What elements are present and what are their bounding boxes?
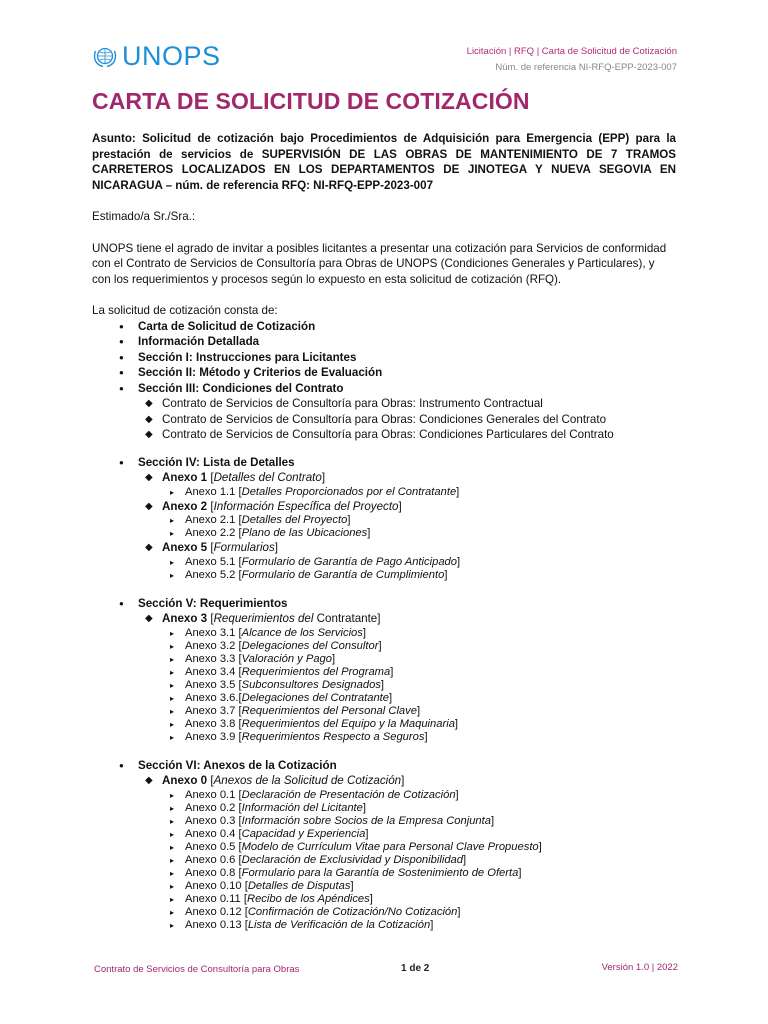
section-item: ● Sección II: Método y Criterios de Evaluación — [92, 365, 676, 381]
annex-item: ▸ Anexo 3.5 [Subconsultores Designados] — [162, 679, 676, 692]
list-intro: La solicitud de cotización consta de: — [92, 304, 278, 317]
annex-group: ◆ Anexo 1 [Detalles del Contrato] ▸ Anexo 1.1 [Detalles Proporcionados por el Contratante] — [138, 470, 676, 499]
section-sublist — [138, 470, 676, 582]
section-item: ● Carta de Solicitud de Cotización — [92, 319, 676, 335]
annex-item: ▸ Anexo 0.12 [Confirmación de Cotización/No Cotización] — [162, 906, 676, 919]
footer-page-number: 1 de 2 — [401, 963, 430, 974]
un-emblem-icon — [92, 43, 118, 69]
section-item: ● Sección III: Condiciones del Contrato ◆ Contrato de Servicios de Consultoría para Obras: Instrumento Contractual ◆ Contrato de Servicios de Consultoría para Obras: Condiciones Generales del Contrato ◆ Contrato de Servicios de Consultoría para Obras: Condiciones Particulares del Contrato — [92, 381, 676, 443]
header-reference: Núm. de referencia NI-RFQ-EPP-2023-007 — [495, 62, 677, 73]
greeting: Estimado/a Sr./Sra.: — [92, 210, 196, 223]
annex-item: ▸ Anexo 0.3 [Información sobre Socios de la Empresa Conjunta] — [162, 815, 676, 828]
annex-item: ▸ Anexo 5.2 [Formulario de Garantía de Cumplimiento] — [162, 569, 676, 582]
annex-group: ◆ Anexo 3 [Requerimientos del Contratante] ▸ Anexo 3.1 [Alcance de los Servicios] ▸ Anexo 3.2 [Delegaciones del Consultor] ▸ Anexo 3.3 [Valoración y Pago] ▸ Anexo 3.4 [Requerimientos del Programa] ▸ Anexo 3.5 [Subconsultores Designados] ▸ Anexo 3.6.[Delegaciones del Contratante] ▸ Anexo 3.7 [Requerimientos del Personal Clave] ▸ Anexo 3.8 [Requerimientos del Equipo y la Maquinaria] ▸ Anexo 3.9 [Requerimientos Respecto a Seguros] — [138, 611, 676, 744]
section-sublist — [138, 396, 676, 443]
annex-item: ▸ Anexo 0.2 [Información del Licitante] — [162, 802, 676, 815]
section-sublist — [138, 773, 676, 932]
annex-item: ▸ Anexo 0.5 [Modelo de Currículum Vitae para Personal Clave Propuesto] — [162, 841, 676, 854]
annex-item: ▸ Anexo 3.6.[Delegaciones del Contratante] — [162, 692, 676, 705]
annex-item: ▸ Anexo 3.8 [Requerimientos del Equipo y la Maquinaria] — [162, 718, 676, 731]
body-paragraph: UNOPS tiene el agrado de invitar a posibles licitantes a presentar una cotización para Servicios de conformidad con el Contrato de Servicios de Consultoría para Obras de UNOPS (Condiciones Generales y Particulares), y con los requerimientos y procesos según lo expuesto en esta solicitud de cotización (RFQ). — [92, 241, 667, 286]
rfq-contents-list — [92, 319, 676, 932]
annex-item: ▸ Anexo 5.1 [Formulario de Garantía de Pago Anticipado] — [162, 556, 676, 569]
annex-item: ▸ Anexo 0.4 [Capacidad y Experiencia] — [162, 828, 676, 841]
letter-body — [92, 131, 676, 932]
annex-item: ▸ Anexo 3.2 [Delegaciones del Consultor] — [162, 640, 676, 653]
annex-group: ◆ Anexo 0 [Anexos de la Solicitud de Cotización] ▸ Anexo 0.1 [Declaración de Presentación de Cotización] ▸ Anexo 0.2 [Información del Licitante] ▸ Anexo 0.3 [Información sobre Socios de la Empresa Conjunta] ▸ Anexo 0.4 [Capacidad y Experiencia] ▸ Anexo 0.5 [Modelo de Currículum Vitae para Personal Clave Propuesto] ▸ Anexo 0.6 [Declaración de Exclusividad y Disponibilidad] ▸ Anexo 0.8 [Formulario para la Garantía de Sostenimiento de Oferta] ▸ Anexo 0.10 [Detalles de Disputas] ▸ Anexo 0.11 [Recibo de los Apéndices] ▸ Anexo 0.12 [Confirmación de Cotización/No Cotización] ▸ Anexo 0.13 [Lista de Verificación de la Cotización] — [138, 773, 676, 932]
footer-contract-name: Contrato de Servicios de Consultoría para Obras — [94, 964, 300, 975]
section-item: ● Sección V: Requerimientos ◆ Anexo 3 [Requerimientos del Contratante] ▸ Anexo 3.1 [Alcance de los Servicios] ▸ Anexo 3.2 [Delegaciones del Consultor] ▸ Anexo 3.3 [Valoración y Pago] ▸ Anexo 3.4 [Requerimientos del Programa] ▸ Anexo 3.5 [Subconsultores Designados] ▸ Anexo 3.6.[Delegaciones del Contratante] ▸ Anexo 3.7 [Requerimientos del Personal Clave] ▸ Anexo 3.8 [Requerimientos del Equipo y la Maquinaria] ▸ Anexo 3.9 [Requerimientos Respecto a Seguros] — [92, 596, 676, 744]
annex-item: ▸ Anexo 3.7 [Requerimientos del Personal Clave] — [162, 705, 676, 718]
section-item: ● Sección I: Instrucciones para Licitantes — [92, 350, 676, 366]
annex-item: ▸ Anexo 3.3 [Valoración y Pago] — [162, 653, 676, 666]
contract-item: ◆ Contrato de Servicios de Consultoría para Obras: Instrumento Contractual — [138, 396, 676, 412]
section-sublist — [138, 611, 676, 744]
logo-text: UNOPS — [122, 41, 221, 71]
section-item: ● Sección VI: Anexos de la Cotización ◆ Anexo 0 [Anexos de la Solicitud de Cotización] ▸ Anexo 0.1 [Declaración de Presentación de Cotización] ▸ Anexo 0.2 [Información del Licitante] ▸ Anexo 0.3 [Información sobre Socios de la Empresa Conjunta] ▸ Anexo 0.4 [Capacidad y Experiencia] ▸ Anexo 0.5 [Modelo de Currículum Vitae para Personal Clave Propuesto] ▸ Anexo 0.6 [Declaración de Exclusividad y Disponibilidad] ▸ Anexo 0.8 [Formulario para la Garantía de Sostenimiento de Oferta] ▸ Anexo 0.10 [Detalles de Disputas] ▸ Anexo 0.11 [Recibo de los Apéndices] ▸ Anexo 0.12 [Confirmación de Cotización/No Cotización] ▸ Anexo 0.13 [Lista de Verificación de la Cotización] — [92, 758, 676, 932]
annex-item: ▸ Anexo 2.1 [Detalles del Proyecto] — [162, 514, 676, 527]
annex-item: ▸ Anexo 0.6 [Declaración de Exclusividad y Disponibilidad] — [162, 854, 676, 867]
annex-group: ◆ Anexo 2 [Información Específica del Proyecto] ▸ Anexo 2.1 [Detalles del Proyecto] ▸ Anexo 2.2 [Plano de las Ubicaciones] — [138, 499, 676, 541]
unops-logo — [92, 42, 221, 70]
contract-item: ◆ Contrato de Servicios de Consultoría para Obras: Condiciones Particulares del Contrato — [138, 427, 676, 443]
footer-version: Versión 1.0 | 2022 — [601, 962, 678, 973]
annex-item: ▸ Anexo 0.8 [Formulario para la Garantía de Sostenimiento de Oferta] — [162, 867, 676, 880]
page-title: CARTA DE SOLICITUD DE COTIZACIÓN — [92, 88, 530, 114]
header-doc-type: Licitación | RFQ | Carta de Solicitud de Cotización — [466, 46, 677, 57]
annex-item: ▸ Anexo 3.9 [Requerimientos Respecto a Seguros] — [162, 731, 676, 744]
annex-item: ▸ Anexo 0.11 [Recibo de los Apéndices] — [162, 893, 676, 906]
annex-item: ▸ Anexo 0.13 [Lista de Verificación de la Cotización] — [162, 919, 676, 932]
annex-item: ▸ Anexo 1.1 [Detalles Proporcionados por el Contratante] — [162, 486, 676, 499]
annex-item: ▸ Anexo 3.4 [Requerimientos del Programa] — [162, 666, 676, 679]
annex-item: ▸ Anexo 3.1 [Alcance de los Servicios] — [162, 627, 676, 640]
annex-item: ▸ Anexo 0.10 [Detalles de Disputas] — [162, 880, 676, 893]
annex-item: ▸ Anexo 0.1 [Declaración de Presentación de Cotización] — [162, 789, 676, 802]
section-item: ● Sección IV: Lista de Detalles ◆ Anexo 1 [Detalles del Contrato] ▸ Anexo 1.1 [Detalles Proporcionados por el Contratante] ◆ Anexo 2 [Información Específica del Proyecto] ▸ Anexo 2.1 [Detalles del Proyecto] ▸ Anexo 2.2 [Plano de las Ubicaciones] ◆ Anexo 5 [Formularios] ▸ Anexo 5.1 [Formulario de Garantía de Pago Anticipado] ▸ Anexo 5.2 [Formulario de Garantía de Cumplimiento] — [92, 455, 676, 582]
section-item: ● Información Detallada — [92, 334, 676, 350]
contract-item: ◆ Contrato de Servicios de Consultoría para Obras: Condiciones Generales del Contrato — [138, 412, 676, 428]
annex-item: ▸ Anexo 2.2 [Plano de las Ubicaciones] — [162, 527, 676, 540]
subject-paragraph: Asunto: Solicitud de cotización bajo Procedimientos de Adquisición para Emergencia (EPP) para la prestación de servicios de SUPERVISIÓN DE LAS OBRAS DE MANTENIMIENTO DE 7 TRAMOS CARRETEROS LOCALIZADOS EN LOS DEPARTAMENTOS DE JINOTEGA Y NUEVA SEGOVIA EN NICARAGUA – núm. de referencia RFQ: NI-RFQ-EPP-2023-007 — [92, 132, 676, 192]
annex-group: ◆ Anexo 5 [Formularios] ▸ Anexo 5.1 [Formulario de Garantía de Pago Anticipado] ▸ Anexo 5.2 [Formulario de Garantía de Cumplimiento] — [138, 540, 676, 582]
document-header — [467, 44, 677, 76]
